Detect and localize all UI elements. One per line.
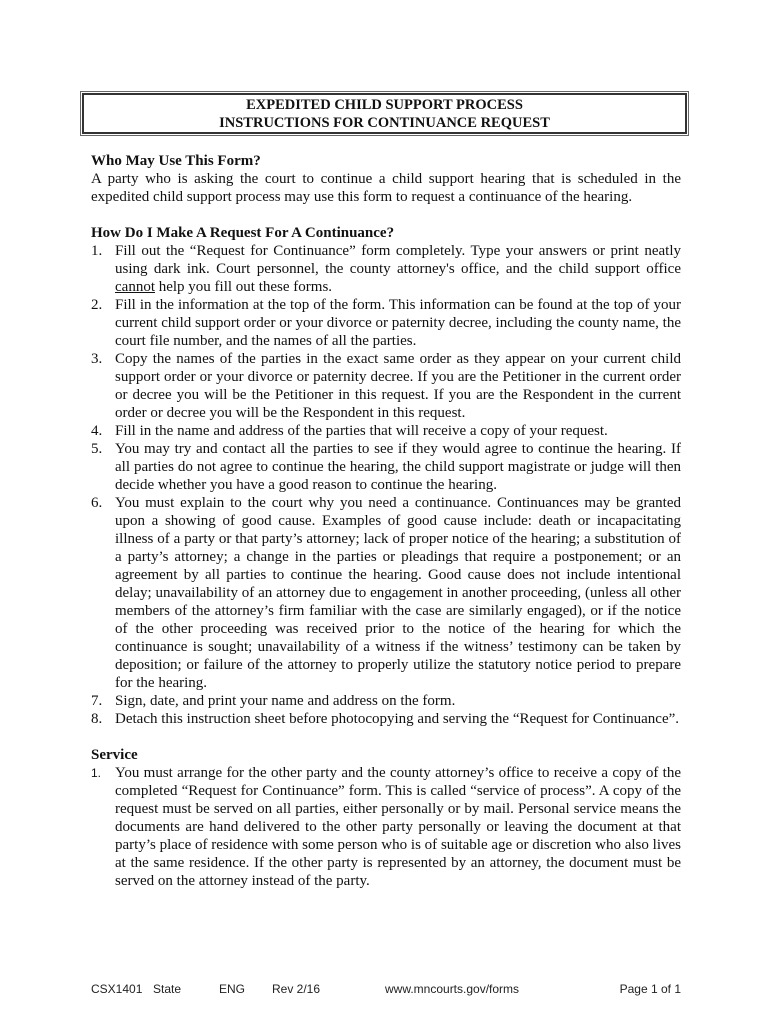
list-item xyxy=(91,350,681,422)
who-heading: Who May Use This Form? xyxy=(91,153,261,169)
title-line-1: EXPEDITED CHILD SUPPORT PROCESS xyxy=(246,97,523,113)
how-heading: How Do I Make A Request For A Continuance? xyxy=(91,225,395,241)
form-revision: Rev 2/16 xyxy=(272,982,321,996)
list-item xyxy=(91,242,681,296)
item-number: 8. xyxy=(91,711,103,727)
item-text: Detach this instruction sheet before photocopying and serving the “Request for Continuance”. xyxy=(115,711,680,727)
form-id: CSX1401 xyxy=(91,982,143,996)
list-item xyxy=(91,692,681,710)
item-text: You must explain to the court why you need a continuance. Continuances may be granted upon a showing of good cause. Examples of good cause include: death or incapacitating illness of a party or that party’s attorney; lack of proper notice of the hearing; a substitution of a party’s attorney; a change in the parties or pleadings that require a postponement; or an agreement by all parties to continue the hearing. Good cause does not include intentional delay; unavailability of an attorney due to engagement in another proceeding, (unless all other members of the attorney’s firm familiar with the case are similarly engaged), or if the notice of the other proceeding was received prior to the notice of the hearing for which the continuance is sought; unavailability of a witness if the witness’ testimony can be taken by deposition; or failure of the attorney to properly utilize the statutory notice period to prepare for the hearing. xyxy=(115,495,681,691)
service-heading: Service xyxy=(91,747,138,763)
how-section xyxy=(91,224,681,728)
page-number: Page 1 of 1 xyxy=(619,982,681,996)
item-number: 2. xyxy=(91,297,103,313)
item-text: You must arrange for the other party and the county attorney’s office to receive a copy of the completed “Request for Continuance” form. This is called “service of process”. A copy of the request must be served on all parties, either personally or by mail. Personal service means the documents are hand delivered to the other party personally or leaving the document at that party’s place of residence with some person who is of suitable age or discretion who also lives at the same residence. If the other party is represented by an attorney, the document must be served on the attorney instead of the party. xyxy=(115,765,681,889)
who-text: A party who is asking the court to continue a child support hearing that is scheduled in the expedited child support process may use this form to request a continuance of the hearing. xyxy=(91,171,681,205)
item-number: 3. xyxy=(91,351,103,367)
item-number: 1. xyxy=(91,243,103,259)
item-number: 1. xyxy=(91,766,102,780)
item-number: 7. xyxy=(91,693,103,709)
form-language: ENG xyxy=(219,982,246,996)
document-body xyxy=(91,152,681,908)
list-item xyxy=(91,494,681,692)
list-item xyxy=(91,710,681,728)
service-list xyxy=(91,764,681,890)
item-text: Copy the names of the parties in the exact same order as they appear on your current child support order or your divorce or paternity decree. If you are the Petitioner in the current order or decree you will be the Petitioner in this request. If you are the Respondent in the current order or decree you will be the Respondent in this request. xyxy=(115,351,681,421)
list-item xyxy=(91,296,681,350)
list-item xyxy=(91,422,681,440)
item-text: Fill in the name and address of the parties that will receive a copy of your request. xyxy=(115,423,608,439)
item-number: 4. xyxy=(91,423,103,439)
list-item xyxy=(91,440,681,494)
forms-url[interactable]: www.mncourts.gov/forms xyxy=(385,982,520,996)
item-number: 5. xyxy=(91,441,103,457)
service-section xyxy=(91,746,681,890)
item-text: Fill out the “Request for Continuance” form completely. Type your answers or print neatly using dark ink. Court personnel, the county attorney's office, and the child support office xyxy=(115,243,681,277)
item-text: You may try and contact all the parties to see if they would agree to continue the hearing. If all parties do not agree to continue the hearing, the child support magistrate or judge will then decide whether you have a good reason to continue the hearing. xyxy=(115,441,681,493)
title-line-2: INSTRUCTIONS FOR CONTINUANCE REQUEST xyxy=(219,115,550,131)
item-number: 6. xyxy=(91,495,103,511)
who-section xyxy=(91,152,681,206)
item-text: Fill in the information at the top of the form. This information can be found at the top of your current child support order or your divorce or paternity decree, including the county name, the court file number, and the names of all the parties. xyxy=(115,297,681,349)
how-list xyxy=(91,242,681,728)
item-text: help you fill out these forms. xyxy=(154,279,333,295)
item-text: Sign, date, and print your name and address on the form. xyxy=(115,693,456,709)
form-state: State xyxy=(153,982,182,996)
title-box xyxy=(82,93,687,134)
emphasis-cannot: cannot xyxy=(115,279,155,295)
list-item xyxy=(91,764,681,890)
